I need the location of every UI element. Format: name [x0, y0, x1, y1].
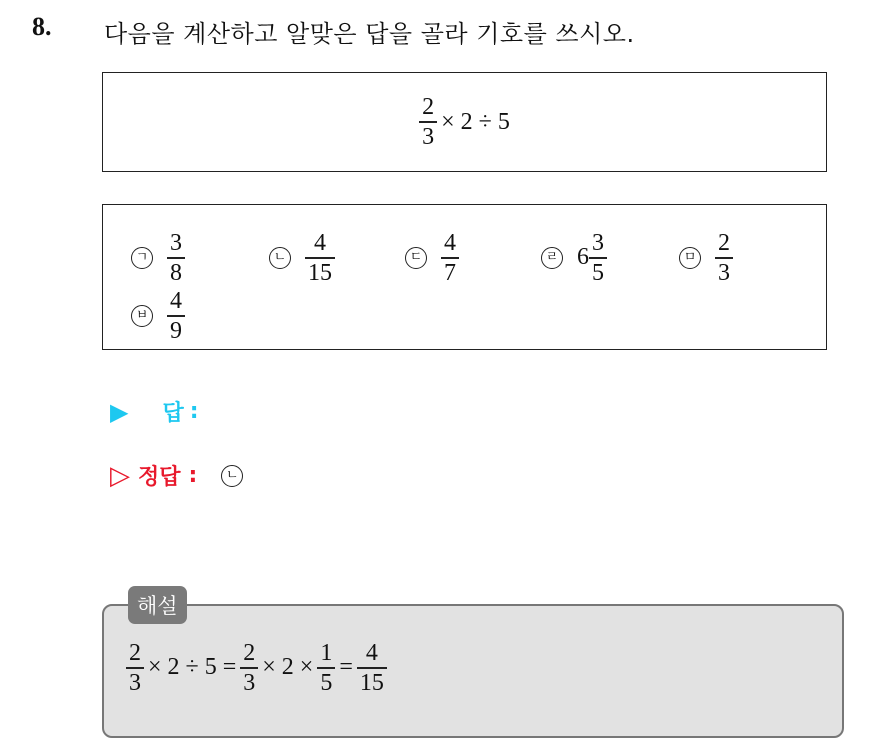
option-symbol: ㄷ	[405, 247, 427, 269]
solution-fraction	[240, 640, 258, 696]
options-box	[102, 204, 827, 350]
option-symbol: ㅁ	[679, 247, 701, 269]
fraction-numerator: 3	[170, 230, 182, 256]
correct-symbol: ㄴ	[221, 465, 243, 487]
expression-box	[102, 72, 827, 172]
fraction-numerator: 4	[170, 288, 182, 314]
option-d[interactable]	[541, 230, 607, 286]
fraction-bar	[715, 257, 733, 259]
fraction-denominator: 9	[170, 317, 182, 344]
fraction-numerator: 4	[314, 230, 326, 256]
option-fraction	[589, 230, 607, 286]
fraction-numerator: 4	[444, 230, 456, 256]
fraction-denominator: 3	[243, 669, 256, 696]
option-f[interactable]	[131, 288, 185, 344]
solution-expression	[126, 640, 387, 696]
option-fraction	[167, 288, 185, 344]
correct-answer-line	[110, 460, 243, 491]
option-symbol: ㄱ	[131, 247, 153, 269]
question-text: 다음을 계산하고 알맞은 답을 골라 기호를 쓰시오.	[104, 20, 635, 48]
expression	[419, 94, 510, 150]
fraction-bar	[305, 257, 335, 259]
correct-label: 정답	[138, 465, 181, 490]
fraction-denominator: 3	[129, 669, 141, 696]
fraction-bar	[589, 257, 607, 259]
fraction-denominator: 5	[592, 259, 604, 286]
solution-tag: 해설	[128, 586, 187, 624]
answer-arrow-icon: ▶	[110, 397, 129, 426]
fraction-denominator: 3	[422, 123, 435, 150]
option-e[interactable]	[679, 230, 733, 286]
fraction-numerator: 2	[129, 640, 141, 666]
fraction-denominator: 8	[170, 259, 182, 286]
correct-colon: :	[188, 463, 198, 488]
fraction-numerator: 1	[320, 640, 333, 666]
solution-fraction	[317, 640, 335, 696]
option-symbol: ㄴ	[269, 247, 291, 269]
fraction-bar	[317, 667, 335, 669]
solution-text: × 2 ×	[262, 654, 314, 681]
solution-fraction	[357, 640, 387, 696]
expression-rest: × 2 ÷ 5	[441, 108, 510, 135]
option-fraction	[167, 230, 185, 286]
answer-line	[110, 396, 199, 427]
fraction-numerator: 3	[592, 230, 604, 256]
fraction-bar	[240, 667, 258, 669]
fraction-numerator: 2	[718, 230, 730, 256]
solution-text: × 2 ÷ 5 =	[148, 654, 237, 681]
option-symbol: ㄹ	[541, 247, 563, 269]
fraction-numerator: 4	[365, 640, 378, 666]
correct-arrow-icon: ▷	[110, 460, 130, 491]
expression-fraction	[419, 94, 437, 150]
solution-box	[102, 604, 844, 738]
option-fraction	[441, 230, 459, 286]
option-a[interactable]	[131, 230, 185, 286]
fraction-bar	[167, 315, 185, 317]
fraction-bar	[357, 667, 387, 669]
fraction-bar	[441, 257, 459, 259]
option-whole: 6	[577, 244, 589, 271]
option-b[interactable]	[269, 230, 335, 286]
option-fraction	[305, 230, 335, 286]
solution-fraction	[126, 640, 144, 696]
fraction-bar	[126, 667, 144, 669]
option-symbol: ㅂ	[131, 305, 153, 327]
answer-colon: :	[189, 399, 199, 424]
fraction-denominator: 3	[718, 259, 730, 286]
fraction-numerator: 2	[422, 94, 435, 121]
option-fraction	[715, 230, 733, 286]
question-number: 8.	[32, 12, 52, 41]
solution-equals: =	[339, 654, 353, 681]
fraction-denominator: 7	[444, 259, 456, 286]
answer-label: 답	[162, 401, 184, 426]
fraction-bar	[419, 121, 437, 123]
option-c[interactable]	[405, 230, 459, 286]
fraction-denominator: 5	[320, 669, 333, 696]
fraction-denominator: 15	[359, 669, 384, 696]
fraction-bar	[167, 257, 185, 259]
fraction-numerator: 2	[243, 640, 256, 666]
fraction-denominator: 15	[308, 259, 332, 286]
